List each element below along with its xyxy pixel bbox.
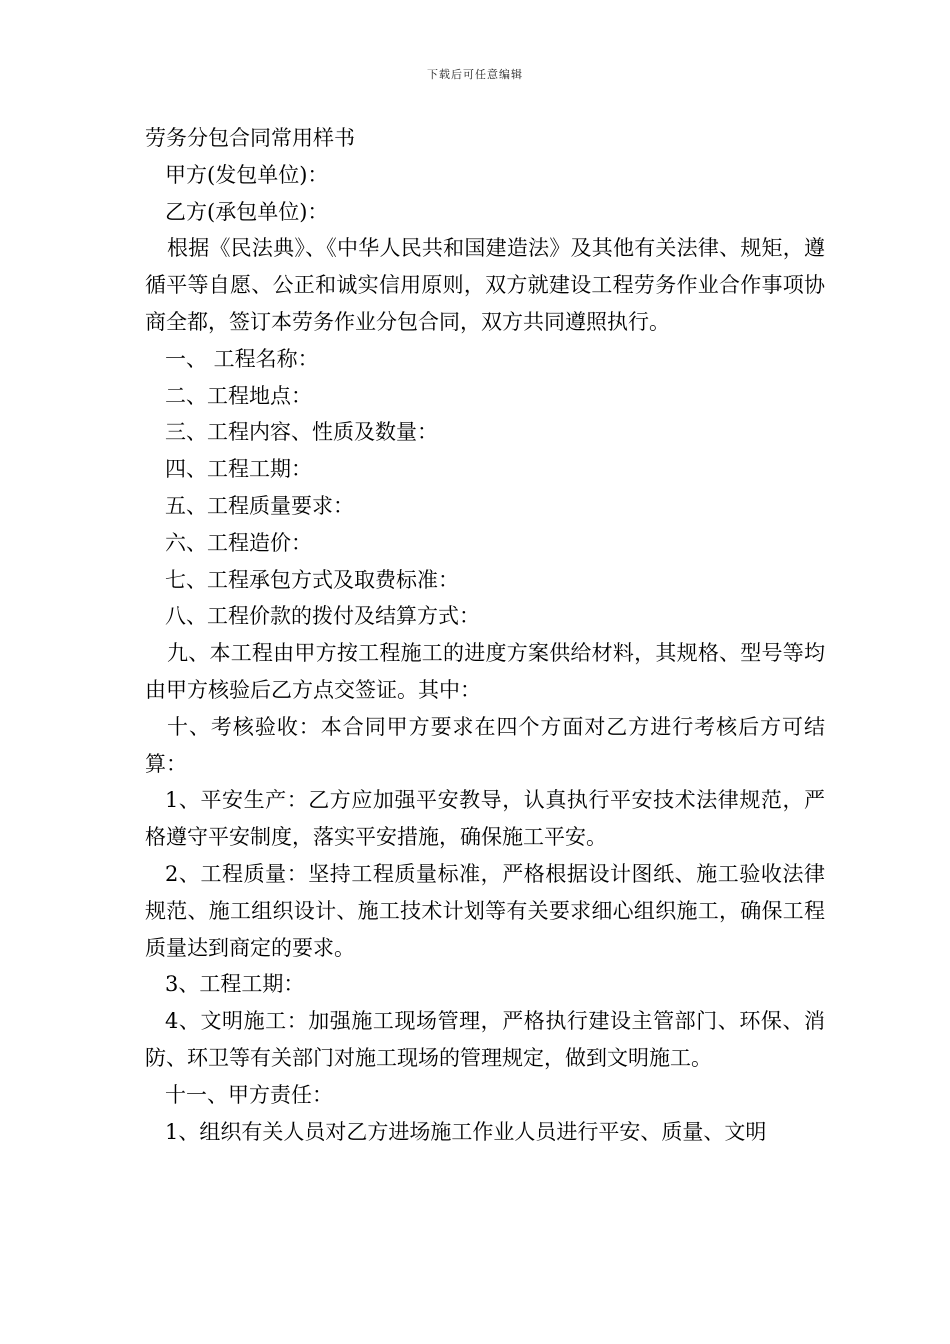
party-b-line: 乙方(承包单位)：: [165, 199, 329, 224]
section-1-project-name: 一、 工程名称：: [165, 346, 319, 371]
assessment-item-civilized-construction: 4、文明施工：加强施工现场管理，严格执行建设主管部门、环保、消防、环卫等有关部门对施工现场的管理规定，做到文明施工。: [145, 1009, 825, 1070]
section-6-project-cost: 六、工程造价：: [165, 530, 312, 555]
section-7-contract-method: 七、工程承包方式及取费标准：: [165, 567, 459, 592]
section-8-payment-settlement: 八、工程价款的拨付及结算方式：: [165, 604, 480, 629]
assessment-item-quality: 2、工程质量：坚持工程质量标准，严格根据设计图纸、施工验收法律规范、施工组织设计、施工技术计划等有关要求细心组织施工，确保工程质量达到商定的要求。: [145, 861, 825, 960]
section-10-assessment: 十、考核验收：本合同甲方要求在四个方面对乙方进行考核后方可结算：: [145, 714, 825, 776]
assessment-item-safety: 1、平安生产：乙方应加强平安教导，认真执行平安技术法律规范，严格遵守平安制度，落实平安措施，确保施工平安。: [145, 788, 825, 850]
section-9-materials: 九、本工程由甲方按工程施工的进度方案供给材料，其规格、型号等均由甲方核验后乙方点交签证。其中：: [145, 641, 825, 702]
section-11-party-a-responsibilities: 十一、甲方责任：: [165, 1082, 333, 1107]
party-a-item-1: 1、组织有关人员对乙方进场施工作业人员进行平安、质量、文明: [165, 1119, 767, 1144]
section-5-quality-requirements: 五、工程质量要求：: [165, 493, 354, 518]
section-4-project-duration: 四、工程工期：: [165, 457, 312, 482]
assessment-item-duration: 3、工程工期：: [165, 972, 305, 997]
header-note: 下载后可任意编辑: [427, 68, 523, 81]
document-body: [145, 120, 825, 1150]
section-3-project-content: 三、工程内容、性质及数量：: [165, 420, 438, 445]
section-2-project-location: 二、工程地点：: [165, 383, 312, 408]
party-a-line: 甲方(发包单位)：: [165, 162, 329, 187]
preamble-paragraph: 根据《民法典》、《中华人民共和国建造法》及其他有关法律、规矩，遵循平等自愿、公正和诚实信用原则，双方就建设工程劳务作业合作事项协商全都，签订本劳务作业分包合同，双方共同遵照执行。: [145, 236, 825, 334]
document-title: 劳务分包合同常用样书: [145, 126, 355, 150]
